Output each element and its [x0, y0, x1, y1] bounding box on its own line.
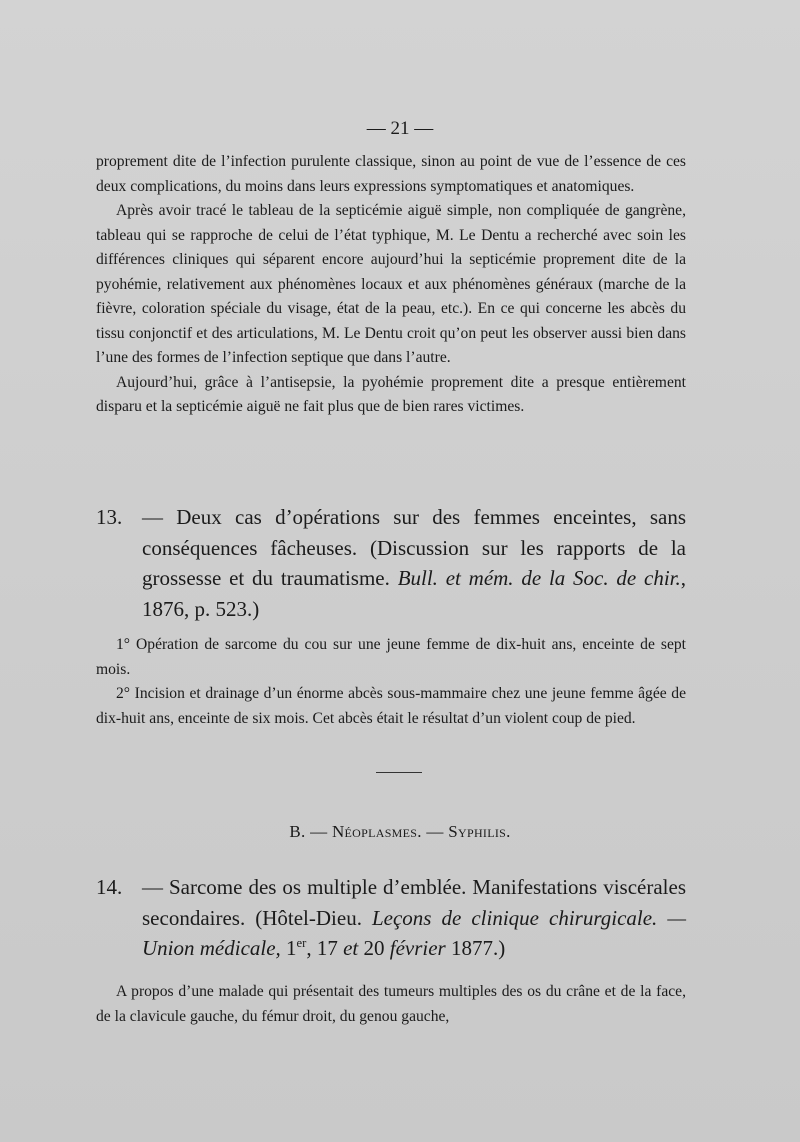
- section-heading: [0, 822, 800, 842]
- entry-13-source-tail: , 1876, p. 523.): [142, 566, 687, 621]
- entry-14-title: — Sarcome des os multiple d’emblée. Manifestations viscérales secondaires. (Hôtel-Dieu.: [142, 875, 686, 930]
- entry-13-number: 13.: [96, 505, 123, 529]
- page-number: — 21 —: [366, 118, 434, 139]
- paragraph-continuation: proprement dite de l’infection purulente classique, sinon au point de vue de l’essence de ces deux complications, du moins dans leurs expressions symptomatiques et anatomiques.: [96, 153, 686, 195]
- entry-14-date-et: et: [343, 936, 359, 960]
- section-neoplasmes: Néoplasmes.: [331, 822, 422, 841]
- entry-14-paragraph: A propos d’une malade qui présentait des tumeurs multiples des os du crâne et de la face, de la clavicule gauche, du fémur droit, du genou gauche,: [96, 983, 686, 1025]
- entry-13-item-1: 1° Opération de sarcome du cou sur une jeune femme de dix-huit ans, enceinte de sept mois.: [96, 636, 686, 678]
- entry-13: [96, 502, 686, 624]
- section-dash-1: —: [310, 822, 328, 841]
- entry-13-source: Bull. et mém. de la Soc. de chir.: [397, 566, 681, 590]
- section-letter: B.: [289, 822, 306, 841]
- entry-13-heading: [96, 502, 686, 624]
- entry-14-body: [96, 980, 686, 1029]
- entry-13-item-2: 2° Incision et drainage d’un énorme abcès sous-mammaire chez une jeune femme âgée de dix-huit ans, enceinte de six mois. Cet abcès était le résultat d’un violent coup de pied.: [96, 685, 686, 727]
- entry-14-date-month: février: [389, 936, 446, 960]
- paragraph-antisepsie: Aujourd’hui, grâce à l’antisepsie, la pyohémie proprement dite a presque entièrement disparu et la septicémie aiguë ne fait plus que de bien rares victimes.: [96, 373, 686, 415]
- intro-text: [96, 150, 686, 420]
- section-dash-2: —: [426, 822, 444, 841]
- entry-14-date-year: 1877.): [450, 936, 506, 960]
- separator-rule: [376, 772, 422, 773]
- entry-14-heading: [96, 872, 686, 964]
- entry-14-date-20: 20: [363, 936, 385, 960]
- entry-14: [96, 872, 686, 964]
- entry-14-date-day: 1: [286, 936, 297, 960]
- entry-14-date-17: , 17: [306, 936, 338, 960]
- entry-14-date-sup: er: [296, 936, 307, 950]
- section-syphilis: Syphilis.: [448, 822, 511, 841]
- entry-13-items: [96, 633, 686, 731]
- paragraph-septicemie: Après avoir tracé le tableau de la septicémie aiguë simple, non compliquée de gangrène, tableau qui se rapproche de celui de l’état typhique, M. Le Dentu a recherché avec soin les différences cliniques qui séparent encore aujourd’hui la septicémie proprement dite de la pyohémie, relativement aux phénomènes locaux et aux phénomènes généraux (marche de la fièvre, coloration spéciale du visage, état de la peau, etc.). En ce qui concerne les abcès du tissu conjonctif et des articulations, M. Le Dentu croit qu’on peut les observer aussi bien dans l’une des formes de l’infection septique que dans l’autre.: [96, 202, 686, 366]
- entry-14-source: Leçons de clinique chirurgicale. — Union médicale,: [142, 905, 687, 960]
- entry-14-number: 14.: [96, 875, 123, 899]
- entry-13-title: — Deux cas d’opérations sur des femmes enceintes, sans conséquences fâcheuses. (Discussion sur les rapports de la grossesse et du traumatisme.: [142, 505, 686, 590]
